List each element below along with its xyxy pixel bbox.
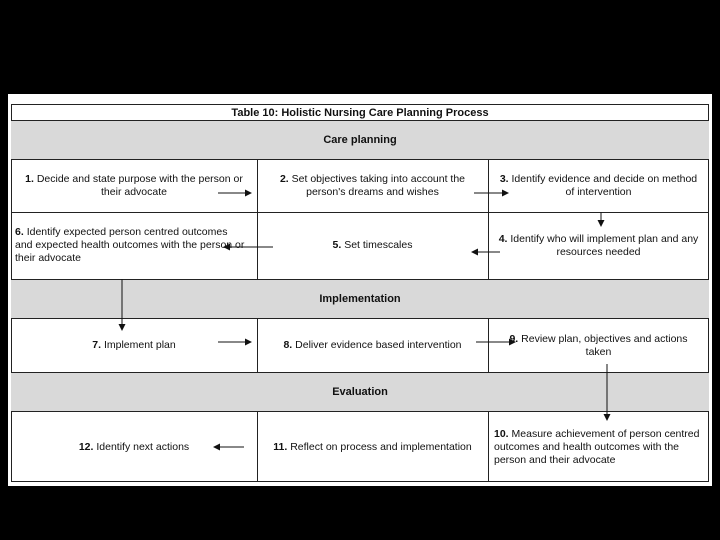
step-number: 12. xyxy=(78,440,94,453)
section-label: Care planning xyxy=(323,134,397,146)
step-text: Set objectives taking into account the person's dreams and wishes xyxy=(291,173,466,198)
step-text: Reflect on process and implementation xyxy=(290,440,472,453)
step-number: 9. xyxy=(509,332,519,345)
step-text: Identify next actions xyxy=(96,440,190,453)
flow-arrows xyxy=(8,94,712,486)
step-number: 1. xyxy=(25,173,34,185)
table-title: Table 10: Holistic Nursing Care Planning Process xyxy=(231,107,489,119)
step-number: 10. xyxy=(494,427,509,440)
step-number: 4. xyxy=(498,232,508,245)
step-text: Set timescales xyxy=(344,239,413,251)
step-text: Measure achievement of person centred outcomes and health outcomes with the person and their advocate xyxy=(494,427,700,466)
step-number: 8. xyxy=(283,339,293,351)
step-number: 7. xyxy=(92,339,102,351)
step-number: 3. xyxy=(499,173,509,185)
step-text: Deliver evidence based intervention xyxy=(295,339,462,351)
step-text: Identify who will implement plan and any resources needed xyxy=(510,232,699,258)
step-text: Review plan, objectives and actions taken xyxy=(521,332,688,358)
step-number: 6. xyxy=(15,226,24,238)
step-number: 2. xyxy=(279,173,289,185)
step-number: 11. xyxy=(273,440,288,453)
section-label: Evaluation xyxy=(332,386,388,398)
step-text: Implement plan xyxy=(103,339,176,351)
step-text: Identify evidence and decide on method of intervention xyxy=(511,173,698,198)
step-text: Decide and state purpose with the person or their advocate xyxy=(36,173,243,198)
section-label: Implementation xyxy=(319,293,401,305)
step-text: Identify expected person centred outcomes and expected health outcomes with the person or their advocate xyxy=(15,226,245,264)
table-figure xyxy=(8,94,712,486)
step-number: 5. xyxy=(332,239,342,251)
